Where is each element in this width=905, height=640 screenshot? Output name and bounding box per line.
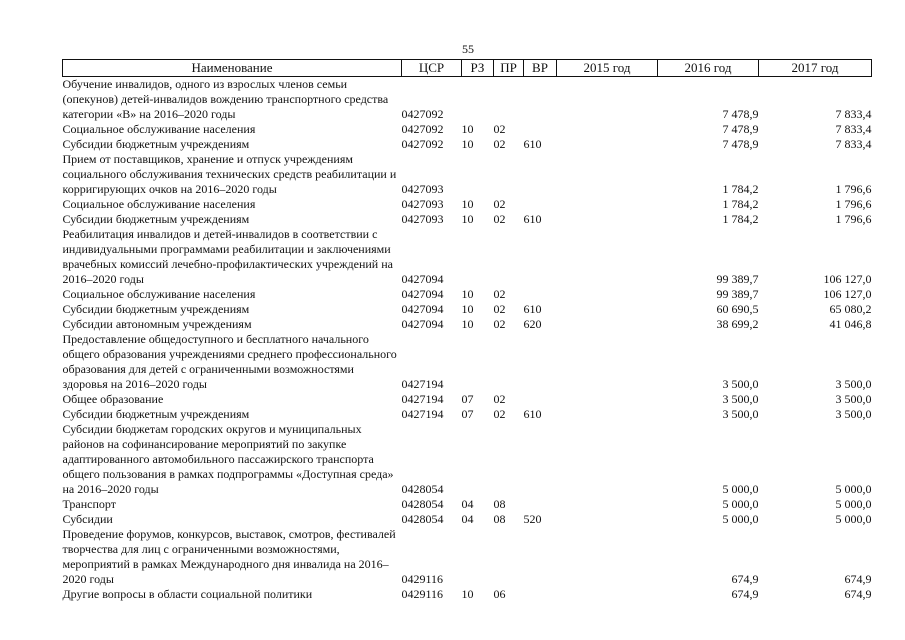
row-2015: [557, 587, 658, 602]
row-2016: 674,9: [731, 587, 759, 601]
row-vr: [524, 497, 557, 512]
row-2015: [557, 122, 658, 137]
header-csr: ЦСР: [402, 60, 462, 77]
row-csr: 0427094: [401, 317, 444, 331]
row-pr: [494, 422, 524, 497]
row-pr: [494, 527, 524, 587]
table-row: [63, 152, 872, 197]
row-name: [63, 152, 402, 197]
row-vr: [524, 422, 557, 497]
row-2015: [557, 512, 658, 527]
row-rz: 10: [461, 587, 474, 601]
row-2016: 1 784,2: [722, 212, 759, 226]
row-vr: [524, 287, 557, 302]
row-rz: 04: [461, 497, 474, 511]
row-rz: [462, 422, 494, 497]
table-row: [63, 332, 872, 392]
row-2015: [557, 407, 658, 422]
row-pr: [494, 152, 524, 197]
row-name-text: Транспорт: [62, 497, 116, 511]
row-csr: 0427092: [401, 122, 444, 136]
row-name-text: Обучение инвалидов, одного из взрослых членов семьи (опекунов) детей-инвалидов вождению транспортного средства категории «В» на 2016–2020 годы: [62, 77, 389, 121]
row-name-text: Реабилитация инвалидов и детей-инвалидов в соответствии с индивидуальными программами реабилитации и заключениями врачебных комиссий лечебно-профилактических учреждений на 2016–2020 годы: [62, 227, 393, 286]
row-csr: 0429116: [401, 572, 444, 586]
table-row: [63, 392, 872, 407]
row-2016: 38 699,2: [716, 317, 759, 331]
row-2016: 99 389,7: [716, 287, 759, 301]
row-name: [63, 422, 402, 497]
row-csr: 0427194: [401, 392, 444, 406]
row-2015: [557, 497, 658, 512]
table-body: [63, 77, 872, 603]
row-2015: [557, 287, 658, 302]
header-vr: ВР: [524, 60, 557, 77]
row-2016: 5 000,0: [722, 497, 759, 511]
row-csr: 0427094: [401, 272, 444, 286]
row-2017: 3 500,0: [835, 377, 872, 391]
row-csr: 0427092: [401, 107, 444, 121]
row-rz: 07: [461, 407, 474, 421]
row-csr: 0427194: [401, 377, 444, 391]
table-row: [63, 497, 872, 512]
row-2017: 674,9: [844, 587, 872, 601]
row-rz: [462, 227, 494, 287]
row-name: [63, 122, 402, 137]
row-name-text: Прием от поставщиков, хранение и отпуск учреждениям социального обслуживания технических средств реабилитации и корригирующих очков на 2016–2020 годы: [62, 152, 397, 196]
row-pr: 06: [493, 587, 506, 601]
row-2017: 106 127,0: [823, 287, 872, 301]
row-rz: 07: [461, 392, 474, 406]
budget-table: [62, 59, 872, 602]
row-name: [63, 302, 402, 317]
row-vr: [524, 152, 557, 197]
row-2015: [557, 152, 658, 197]
table-row: [63, 317, 872, 332]
row-pr: 02: [493, 122, 506, 136]
row-2016: 3 500,0: [722, 377, 759, 391]
row-2017: 5 000,0: [835, 497, 872, 511]
row-name: [63, 77, 402, 123]
row-name-text: Субсидии бюджетным учреждениям: [62, 302, 250, 316]
row-rz: 10: [461, 197, 474, 211]
row-name-text: Социальное обслуживание населения: [62, 122, 256, 136]
row-rz: 10: [461, 317, 474, 331]
row-2016: 99 389,7: [716, 272, 759, 286]
row-name: [63, 587, 402, 602]
row-name: [63, 497, 402, 512]
row-rz: [462, 152, 494, 197]
row-pr: 08: [493, 497, 506, 511]
row-2017: 106 127,0: [823, 272, 872, 286]
row-name-text: Субсидии бюджетным учреждениям: [62, 212, 250, 226]
page-number: 55: [462, 42, 474, 56]
row-name-text: Проведение форумов, конкурсов, выставок, смотров, фестивалей творчества для лиц с ограниченными возможностями, мероприятий в рамках Международного дня инвалида на 2016–2020 годы: [62, 527, 396, 586]
row-2016: 1 784,2: [722, 182, 759, 196]
row-vr: 620: [523, 317, 542, 331]
row-pr: 08: [493, 512, 506, 526]
row-name-text: Другие вопросы в области социальной политики: [62, 587, 313, 601]
row-vr: [524, 392, 557, 407]
table-row: [63, 422, 872, 497]
row-2015: [557, 227, 658, 287]
row-name: [63, 317, 402, 332]
row-pr: [494, 332, 524, 392]
row-2016: 3 500,0: [722, 407, 759, 421]
row-vr: [524, 587, 557, 602]
row-2016: 1 784,2: [722, 197, 759, 211]
row-vr: [524, 527, 557, 587]
row-name: [63, 197, 402, 212]
table-row: [63, 287, 872, 302]
row-2017: 7 833,4: [835, 137, 872, 151]
table-row: [63, 407, 872, 422]
row-rz: 04: [461, 512, 474, 526]
row-vr: [524, 227, 557, 287]
row-vr: 610: [523, 302, 542, 316]
row-2017: 1 796,6: [835, 212, 872, 226]
header-2015: 2015 год: [557, 60, 658, 77]
row-name-text: Общее образование: [62, 392, 164, 406]
row-csr: 0427094: [401, 302, 444, 316]
table-row: [63, 512, 872, 527]
row-name: [63, 137, 402, 152]
row-2016: 5 000,0: [722, 512, 759, 526]
row-rz: [462, 77, 494, 123]
row-name: [63, 407, 402, 422]
row-2015: [557, 332, 658, 392]
row-name: [63, 287, 402, 302]
row-2017: 65 080,2: [829, 302, 872, 316]
table-row: [63, 227, 872, 287]
header-2017: 2017 год: [759, 60, 872, 77]
row-2015: [557, 317, 658, 332]
row-name: [63, 332, 402, 392]
row-csr: 0429116: [401, 587, 444, 601]
row-vr: 610: [523, 407, 542, 421]
row-2017: 1 796,6: [835, 197, 872, 211]
row-2016: 60 690,5: [716, 302, 759, 316]
row-2015: [557, 77, 658, 123]
row-2016: 7 478,9: [722, 107, 759, 121]
row-name-text: Субсидии бюджетным учреждениям: [62, 137, 250, 151]
table-row: [63, 197, 872, 212]
row-2017: 3 500,0: [835, 392, 872, 406]
row-csr: 0427093: [401, 212, 444, 226]
row-vr: [524, 122, 557, 137]
table-header-row: [63, 60, 872, 77]
header-2016: 2016 год: [658, 60, 759, 77]
row-pr: [494, 77, 524, 123]
row-rz: 10: [461, 287, 474, 301]
row-name: [63, 512, 402, 527]
header-rz: РЗ: [462, 60, 494, 77]
row-csr: 0428054: [401, 482, 444, 496]
row-csr: 0427093: [401, 182, 444, 196]
row-pr: [494, 227, 524, 287]
row-rz: [462, 332, 494, 392]
row-2016: 674,9: [731, 572, 759, 586]
row-vr: 520: [523, 512, 542, 526]
row-2016: 5 000,0: [722, 482, 759, 496]
row-name-text: Субсидии бюджетным учреждениям: [62, 407, 250, 421]
row-2017: 7 833,4: [835, 122, 872, 136]
row-rz: [462, 527, 494, 587]
row-2017: 3 500,0: [835, 407, 872, 421]
header-pr: ПР: [494, 60, 524, 77]
row-pr: 02: [493, 302, 506, 316]
row-2017: 7 833,4: [835, 107, 872, 121]
row-csr: 0427093: [401, 197, 444, 211]
row-pr: 02: [493, 407, 506, 421]
row-name-text: Субсидии бюджетам городских округов и муниципальных районов на софинансирование мероприятий по закупке адаптированного автомобильного пассажирского транспорта общего пользования в рамках подпрограммы «Доступная среда» на 2016–2020 годы: [62, 422, 394, 496]
table-row: [63, 137, 872, 152]
row-rz: 10: [461, 122, 474, 136]
row-name-text: Социальное обслуживание населения: [62, 197, 256, 211]
row-name-text: Социальное обслуживание населения: [62, 287, 256, 301]
row-name-text: Субсидии: [62, 512, 113, 526]
row-2017: 5 000,0: [835, 482, 872, 496]
row-csr: 0428054: [401, 497, 444, 511]
row-pr: 02: [493, 287, 506, 301]
row-2015: [557, 422, 658, 497]
table-row: [63, 587, 872, 602]
row-pr: 02: [493, 317, 506, 331]
row-vr: 610: [523, 212, 542, 226]
row-pr: 02: [493, 392, 506, 406]
table-row: [63, 122, 872, 137]
row-vr: [524, 197, 557, 212]
row-2015: [557, 302, 658, 317]
table-row: [63, 302, 872, 317]
row-2016: 7 478,9: [722, 122, 759, 136]
row-pr: 02: [493, 197, 506, 211]
row-2015: [557, 527, 658, 587]
row-pr: 02: [493, 212, 506, 226]
row-vr: [524, 332, 557, 392]
row-rz: 10: [461, 212, 474, 226]
row-name-text: Субсидии автономным учреждениям: [62, 317, 252, 331]
row-2015: [557, 197, 658, 212]
row-csr: 0428054: [401, 512, 444, 526]
row-2017: 674,9: [844, 572, 872, 586]
row-2017: 41 046,8: [829, 317, 872, 331]
row-vr: [524, 77, 557, 123]
row-2017: 5 000,0: [835, 512, 872, 526]
row-csr: 0427094: [401, 287, 444, 301]
row-2015: [557, 137, 658, 152]
table-row: [63, 77, 872, 123]
row-pr: 02: [493, 137, 506, 151]
row-name: [63, 227, 402, 287]
row-vr: 610: [523, 137, 542, 151]
row-name: [63, 527, 402, 587]
row-2015: [557, 212, 658, 227]
row-name: [63, 392, 402, 407]
header-name: Наименование: [63, 60, 402, 77]
row-csr: 0427194: [401, 407, 444, 421]
row-2016: 3 500,0: [722, 392, 759, 406]
row-name: [63, 212, 402, 227]
row-2016: 7 478,9: [722, 137, 759, 151]
row-rz: 10: [461, 302, 474, 316]
table-row: [63, 212, 872, 227]
row-rz: 10: [461, 137, 474, 151]
row-name-text: Предоставление общедоступного и бесплатного начального общего образования учреждениями среднего профессионального образования для детей с ограниченными возможностями здоровья на 2016–2020 годы: [62, 332, 397, 391]
row-csr: 0427092: [401, 137, 444, 151]
row-2015: [557, 392, 658, 407]
row-2017: 1 796,6: [835, 182, 872, 196]
table-row: [63, 527, 872, 587]
